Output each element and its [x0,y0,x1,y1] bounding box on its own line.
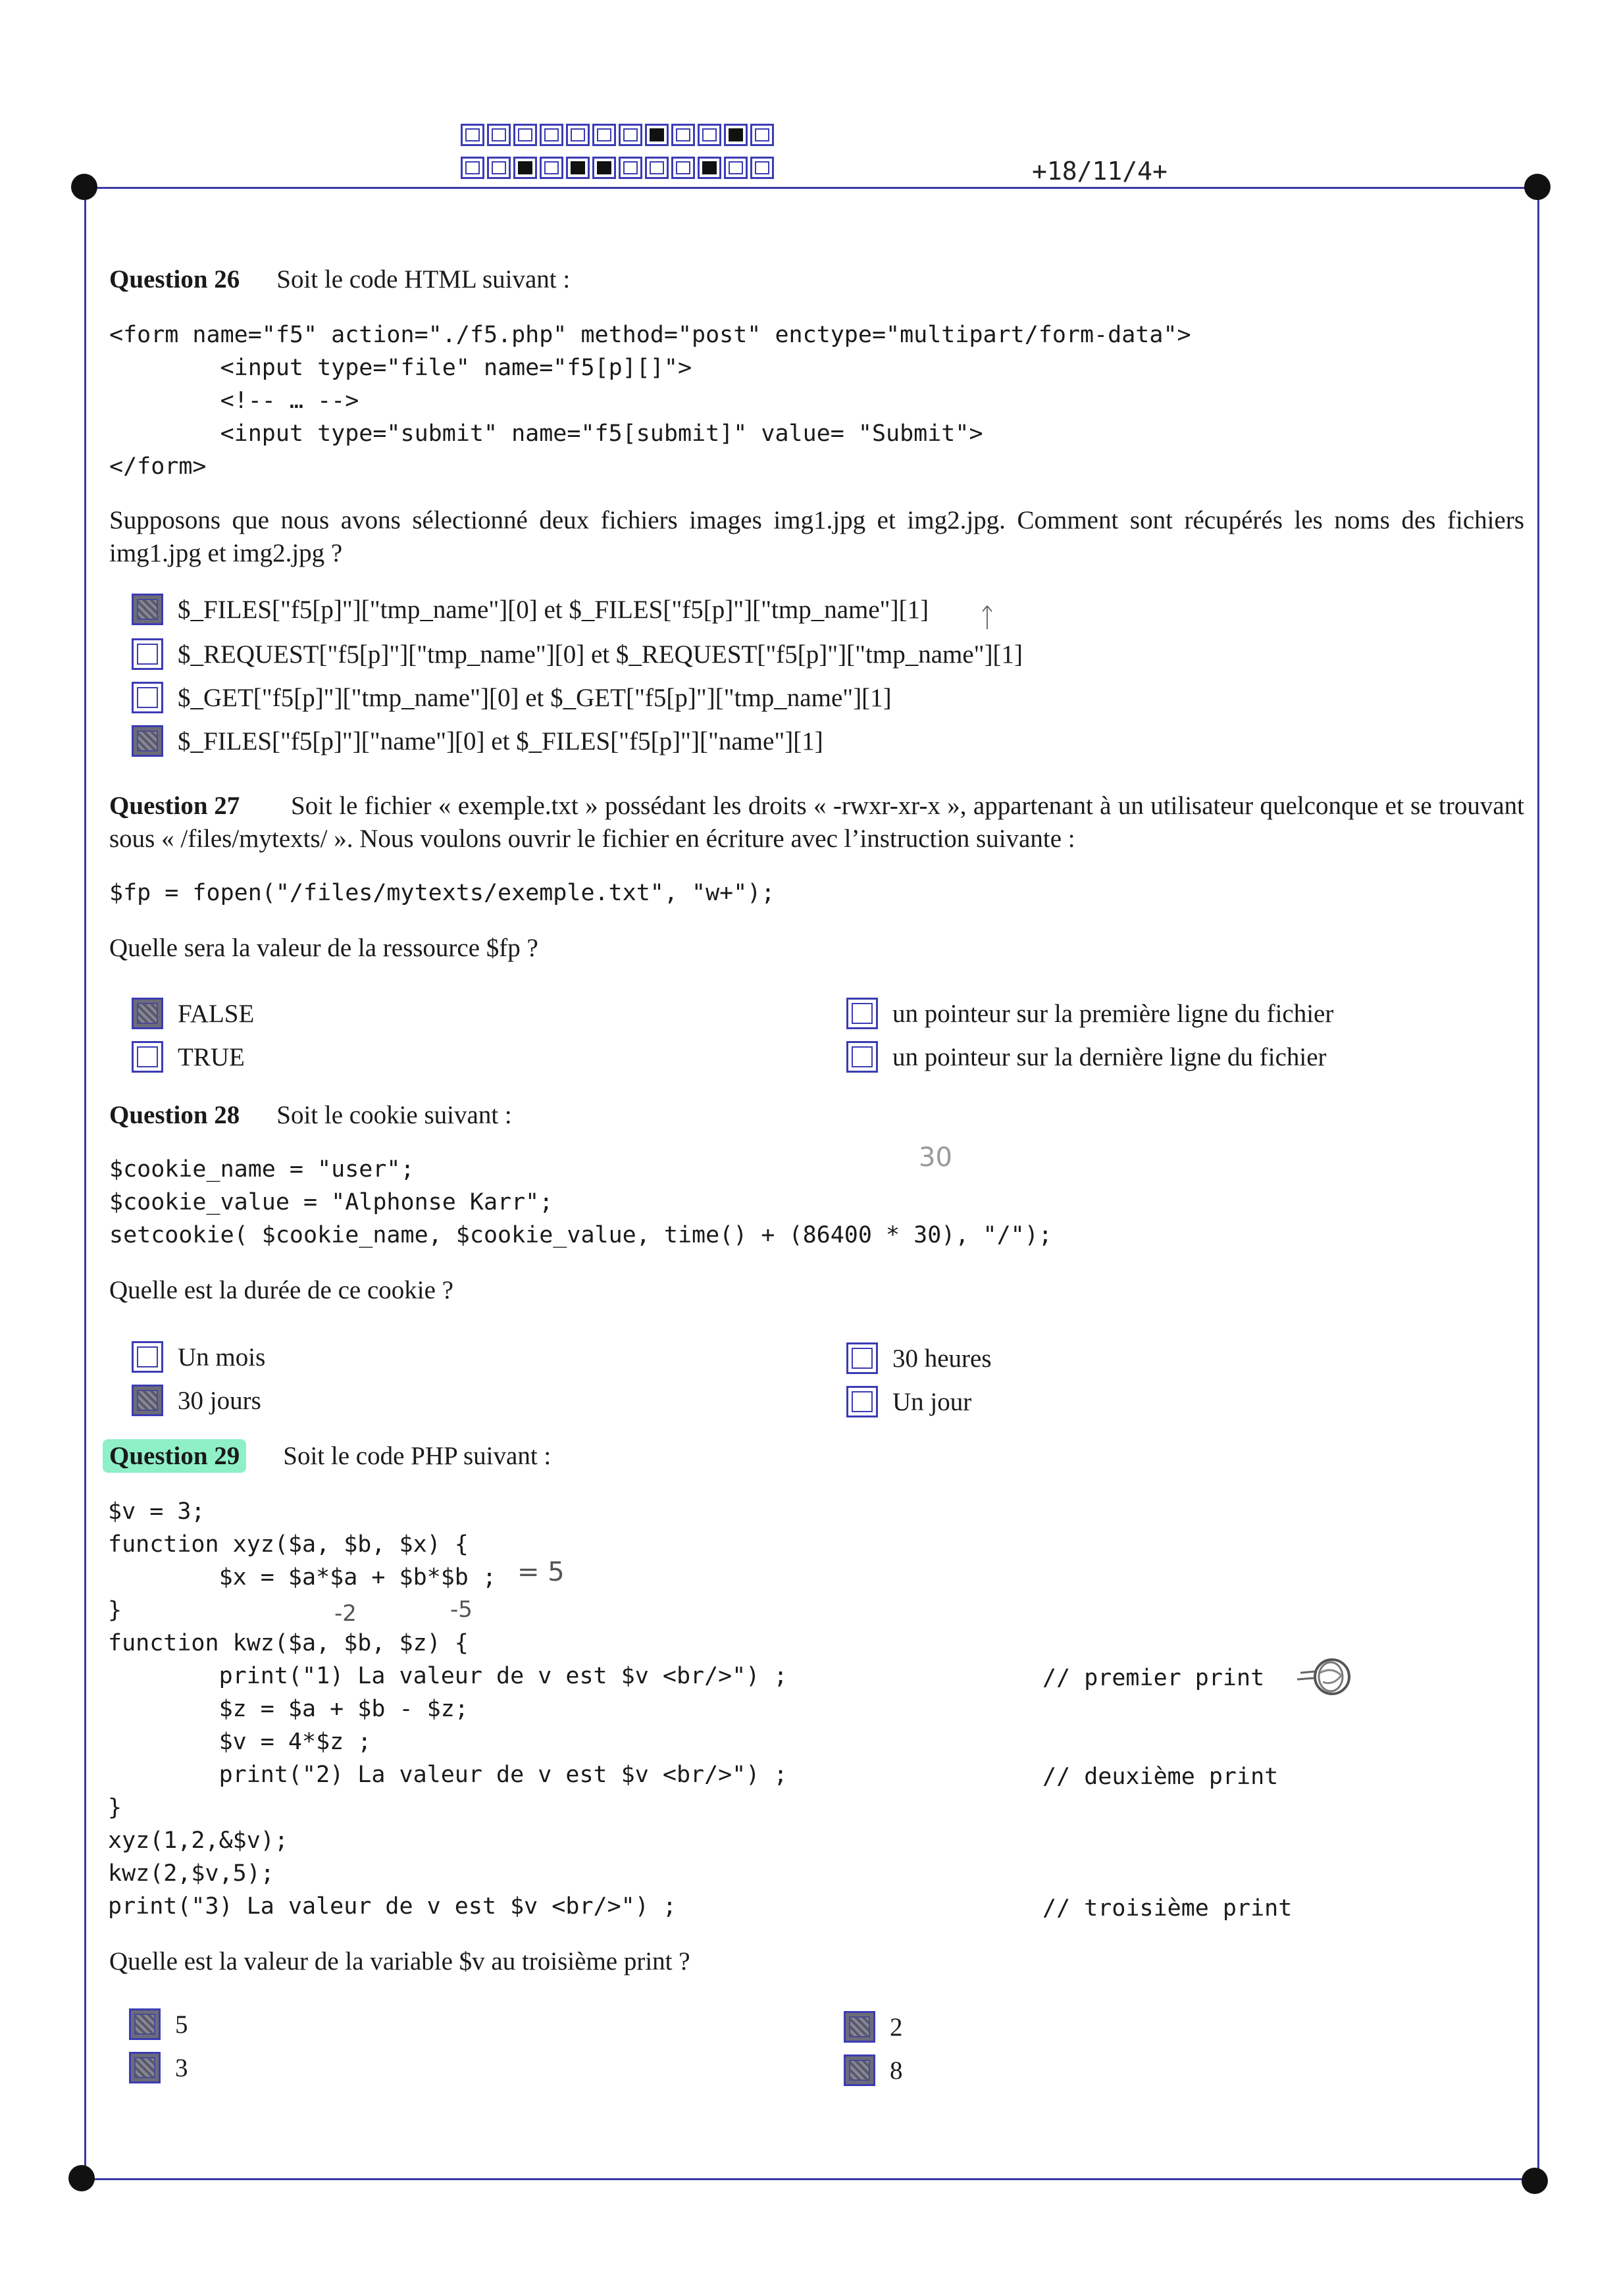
checkbox-checked[interactable] [844,2054,875,2086]
id-cell [724,157,748,179]
id-cell [724,124,748,146]
answer-option[interactable] [132,1339,265,1375]
handwritten-eq5: = 5 [517,1557,565,1587]
id-cell [592,157,616,179]
question-intro: Soit le cookie suivant : [276,1101,512,1129]
question-29-code [108,1495,788,1923]
answer-option[interactable] [132,591,929,628]
corner-marker-top-left [71,174,97,200]
id-cell [540,124,563,146]
id-cell [540,157,563,179]
checkbox[interactable] [132,682,163,713]
comment-third-print: // troisième print [1042,1895,1293,1922]
answer-label: 8 [890,2056,903,2085]
id-cell [671,157,695,179]
answer-option[interactable] [132,995,254,1032]
id-cell [461,124,484,146]
corner-marker-bottom-right [1522,2168,1548,2194]
comment-second-print: // deuxième print [1042,1764,1279,1790]
checkbox-checked[interactable] [132,1385,163,1416]
id-cell [645,157,669,179]
answer-label: 30 jours [178,1386,261,1415]
question-27-text: Quelle sera la valeur de la ressource $fp ? [109,934,538,962]
student-id-strip-2 [461,157,777,179]
code-line: $v = 3; [108,1498,205,1525]
id-cell [671,124,695,146]
answer-option[interactable] [846,1038,1327,1075]
answer-option[interactable] [132,636,1023,673]
code-line: $cookie_name = "user"; [109,1156,415,1183]
id-cell [461,157,484,179]
question-label: Question 27 [109,792,240,820]
id-cell [750,124,774,146]
id-cell [698,157,721,179]
checkbox[interactable] [846,1386,878,1417]
checkbox-checked[interactable] [132,594,163,625]
id-cell [592,124,616,146]
checkbox-checked[interactable] [132,998,163,1029]
question-28-title [109,1100,512,1131]
answer-label: $_FILES["f5[p]"]["name"][0] et $_FILES["f5[p]"]["name"][1] [178,727,823,755]
code-line: $v = 4*$z ; [108,1729,372,1755]
code-line: $z = $a + $b - $z; [108,1696,469,1722]
answer-label: Un jour [892,1387,972,1416]
checkbox-checked[interactable] [129,2052,161,2083]
question-26-code [109,319,1191,483]
question-28-code [109,1153,1052,1252]
answer-option[interactable] [846,1340,992,1377]
question-27-intro [109,790,1524,855]
answer-label: $_GET["f5[p]"]["tmp_name"][0] et $_GET["f5[p]"]["tmp_name"][1] [178,683,892,712]
code-line: <form name="f5" action="./f5.php" method="post" enctype="multipart/form-data"> [109,322,1191,348]
answer-option[interactable] [129,2006,188,2043]
comment-first-print: // premier print [1042,1665,1265,1691]
answer-label: un pointeur sur la première ligne du fichier [892,999,1334,1028]
corner-marker-bottom-left [68,2165,95,2191]
id-cell [566,124,590,146]
answer-label: un pointeur sur la dernière ligne du fichier [892,1042,1327,1071]
answer-option[interactable] [844,2052,903,2089]
id-cell [487,157,511,179]
code-line: $cookie_value = "Alphonse Karr"; [109,1189,553,1215]
question-29-title [109,1441,551,1471]
checkbox-checked[interactable] [129,2008,161,2040]
answer-label: 3 [175,2053,188,2082]
code-line: function kwz($a, $b, $z) { [108,1630,469,1656]
question-label: Question 28 [109,1101,240,1129]
checkbox[interactable] [132,1341,163,1373]
answer-label: Un mois [178,1342,266,1371]
checkbox[interactable] [132,1041,163,1073]
answer-option[interactable] [132,723,823,759]
question-28-text: Quelle est la durée de ce cookie ? [109,1276,453,1304]
answer-label: 30 heures [892,1344,992,1373]
handwritten-minus2: -2 [334,1600,357,1627]
answer-label: $_FILES["f5[p]"]["tmp_name"][0] et $_FILES["f5[p]"]["tmp_name"][1] [178,595,929,624]
id-cell [698,124,721,146]
code-line: print("1) La valeur de v est $v <br/>") ; [108,1663,788,1689]
code-line: print("2) La valeur de v est $v <br/>") ; [108,1762,788,1788]
code-line: kwz(2,$v,5); [108,1860,274,1887]
question-intro: Soit le code PHP suivant : [283,1442,552,1470]
frame-bottom-line [86,2178,1540,2180]
code-line: function xyz($a, $b, $x) { [108,1531,469,1558]
code-line: } [108,1597,122,1623]
id-cell [487,124,511,146]
answer-option[interactable] [129,2049,188,2086]
question-29-text: Quelle est la valeur de la variable $v au troisième print ? [109,1947,690,1976]
answer-option[interactable] [132,1382,261,1419]
id-cell [513,124,537,146]
handwritten-minus5: -5 [450,1596,473,1623]
answer-label: TRUE [178,1042,245,1071]
code-line: print("3) La valeur de v est $v <br/>") ; [108,1893,677,1920]
checkbox[interactable] [846,998,878,1029]
checkbox[interactable] [846,1041,878,1073]
answer-option[interactable] [132,679,892,716]
code-line: $fp = fopen("/files/mytexts/exemple.txt", "w+"); [109,880,775,906]
id-cell [750,157,774,179]
id-cell [513,157,537,179]
answer-label: FALSE [178,999,255,1028]
code-line: $x = $a*$a + $b*$b ; [108,1564,497,1591]
answer-label: $_REQUEST["f5[p]"]["tmp_name"][0] et $_REQUEST["f5[p]"]["tmp_name"][1] [178,640,1023,669]
frame-top-line [86,187,1540,189]
student-id-strip-1 [461,124,777,146]
answer-option[interactable] [844,2008,903,2045]
corner-marker-top-right [1524,174,1551,200]
code-line: </form> [109,453,207,480]
question-26-text: Supposons que nous avons sélectionné deux fichiers images img1.jpg et img2.jpg. Comment sont récupérés les noms des fichiers img1.jpg et img2.jpg ? [109,506,1524,567]
frame-left-line [84,187,86,2180]
id-cell [566,157,590,179]
answer-option[interactable] [846,1383,971,1420]
checkbox[interactable] [846,1342,878,1374]
handwritten-30: 30 [919,1142,952,1173]
answer-option[interactable] [846,995,1333,1032]
code-line: setcookie( $cookie_name, $cookie_value, time() + (86400 * 30), "/"); [109,1222,1052,1248]
question-intro: Soit le fichier « exemple.txt » possédant les droits « -rwxr-xr-x », appartenant à un utilisateur quelconque et se trouvant sous « /files/mytexts/ ». Nous voulons ouvrir le fichier en écriture avec l’instruction suivante : [109,792,1524,853]
question-26-title [109,265,570,295]
code-line: <!-- … --> [109,388,359,414]
answer-label: 2 [890,2012,903,2041]
id-cell [645,124,669,146]
id-cell [619,124,642,146]
checkbox[interactable] [132,638,163,670]
scribble-icon [1294,1653,1353,1702]
code-line: <input type="submit" name="f5[submit]" value= "Submit"> [109,421,983,447]
handwritten-mark: ᛏ [979,603,995,633]
question-intro: Soit le code HTML suivant : [276,265,571,293]
id-cell [619,157,642,179]
checkbox-checked[interactable] [844,2011,875,2043]
answer-option[interactable] [132,1038,245,1075]
frame-right-line [1537,187,1539,2180]
question-label-highlighted: Question 29 [103,1439,246,1473]
code-line: <input type="file" name="f5[p][]"> [109,355,692,381]
code-line: xyz(1,2,&$v); [108,1827,288,1854]
question-label: Question 26 [109,265,240,293]
checkbox-checked[interactable] [132,725,163,757]
code-line: } [108,1795,122,1821]
answer-label: 5 [175,2010,188,2039]
page-code: +18/11/4+ [1032,157,1168,186]
question-27-code [109,877,775,909]
